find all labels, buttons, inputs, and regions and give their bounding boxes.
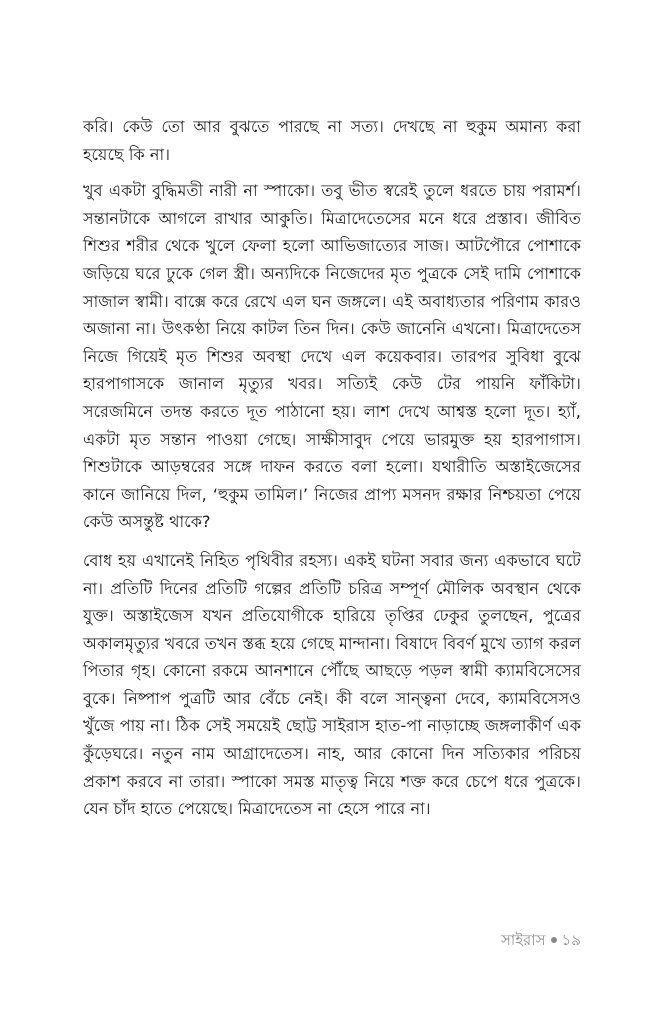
page-footer (440, 929, 581, 954)
bullet-separator-icon (551, 937, 557, 943)
paragraph-1: করি। কেউ তো আর বুঝতে পারছে না সত্য। দেখছে না হুকুম অমান্য করা হয়েছে কি না। (83, 117, 581, 164)
paragraph-2: খুব একটা বুদ্ধিমতী নারী না স্পাকো। তবু ভীত স্বরেই তুলে ধরতে চায় পরামর্শ। সন্তানটাকে আগলে রাখার আকুতি। মিত্রাদেতেসের মনে ধরে প্রস্তাব। জীবিত শিশুর শরীর থেকে খুলে ফেলা হলো আভিজাত্যের সাজ। আটপৌরে পোশাকে জড়িয়ে ঘরে ঢুকে গেল স্ত্রী। অন্যদিকে নিজেদের মৃত পুত্রকে সেই দামি পোশাকে সাজাল স্বামী। বাক্সে করে রেখে এল ঘন জঙ্গলে। এই অবাধ্যতার পরিণাম কারও অজানা না। উৎকণ্ঠা নিয়ে কাটল তিন দিন। কেউ জানেনি এখনো। মিত্রাদেতেস নিজে গিয়েই মৃত শিশুর অবস্থা দেখে এল কয়েকবার। তারপর সুবিধা বুঝে হারপাগাসকে জানাল মৃত্যুর খবর। সত্যিই কেউ টের পায়নি ফাঁকিটা। সরেজমিনে তদন্ত করতে দূত পাঠানো হয়। লাশ দেখে আশ্বস্ত হলো দূত। হ্যাঁ, একটা মৃত সন্তান পাওয়া গেছে। সাক্ষীসাবুদ পেয়ে ভারমুক্ত হয় হারপাগাস। শিশুটাকে আড়ম্বরের সঙ্গে দাফন করতে বলা হলো। যথারীতি অস্তাইজেসের কানে জানিয়ে দিল, ‘হুকুম তামিল।’ নিজের প্রাপ্য মসনদ রক্ষার নিশ্চয়তা পেয়ে কেউ অসন্তুষ্ট থাকে? (83, 181, 581, 532)
page-number: ১৯ (561, 931, 581, 949)
running-title: সাইরাস (500, 931, 546, 949)
page-body (83, 113, 581, 832)
paragraph-3: বোধ হয় এখানেই নিহিত পৃথিবীর রহস্য। একই ঘটনা সবার জন্য একভাবে ঘটে না। প্রতিটি দিনের প্রতিটি গল্পের প্রতিটি চরিত্র সম্পূর্ণ মৌলিক অবস্থান থেকে যুক্ত। অস্তাইজেস যখন প্রতিযোগীকে হারিয়ে তৃপ্তির ঢেকুর তুলছেন, পুত্রের অকালমৃত্যুর খবরে তখন স্তব্ধ হয়ে গেছে মান্দানা। বিষাদে বিবর্ণ মুখে ত্যাগ করল পিতার গৃহ। কোনো রকমে আনশানে পৌঁছে আছড়ে পড়ল স্বামী ক্যামবিসেসের বুকে। নিষ্পাপ পুত্রটি আর বেঁচে নেই। কী বলে সান্ত্বনা দেবে, ক্যামবিসেসও খুঁজে পায় না। ঠিক সেই সময়েই ছোট্ট সাইরাস হাত-পা নাড়াচ্ছে জঙ্গলাকীর্ণ এক কুঁড়েঘরে। নতুন নাম আগ্রাদেতেস। নাহ, আর কোনো দিন সত্যিকার পরিচয় প্রকাশ করবে না তারা। স্পাকো সমস্ত মাতৃত্ব নিয়ে শক্ত করে চেপে ধরে পুত্রকে। যেন চাঁদ হাতে পেয়েছে। মিত্রাদেতেস না হেসে পারে না। (83, 550, 581, 819)
